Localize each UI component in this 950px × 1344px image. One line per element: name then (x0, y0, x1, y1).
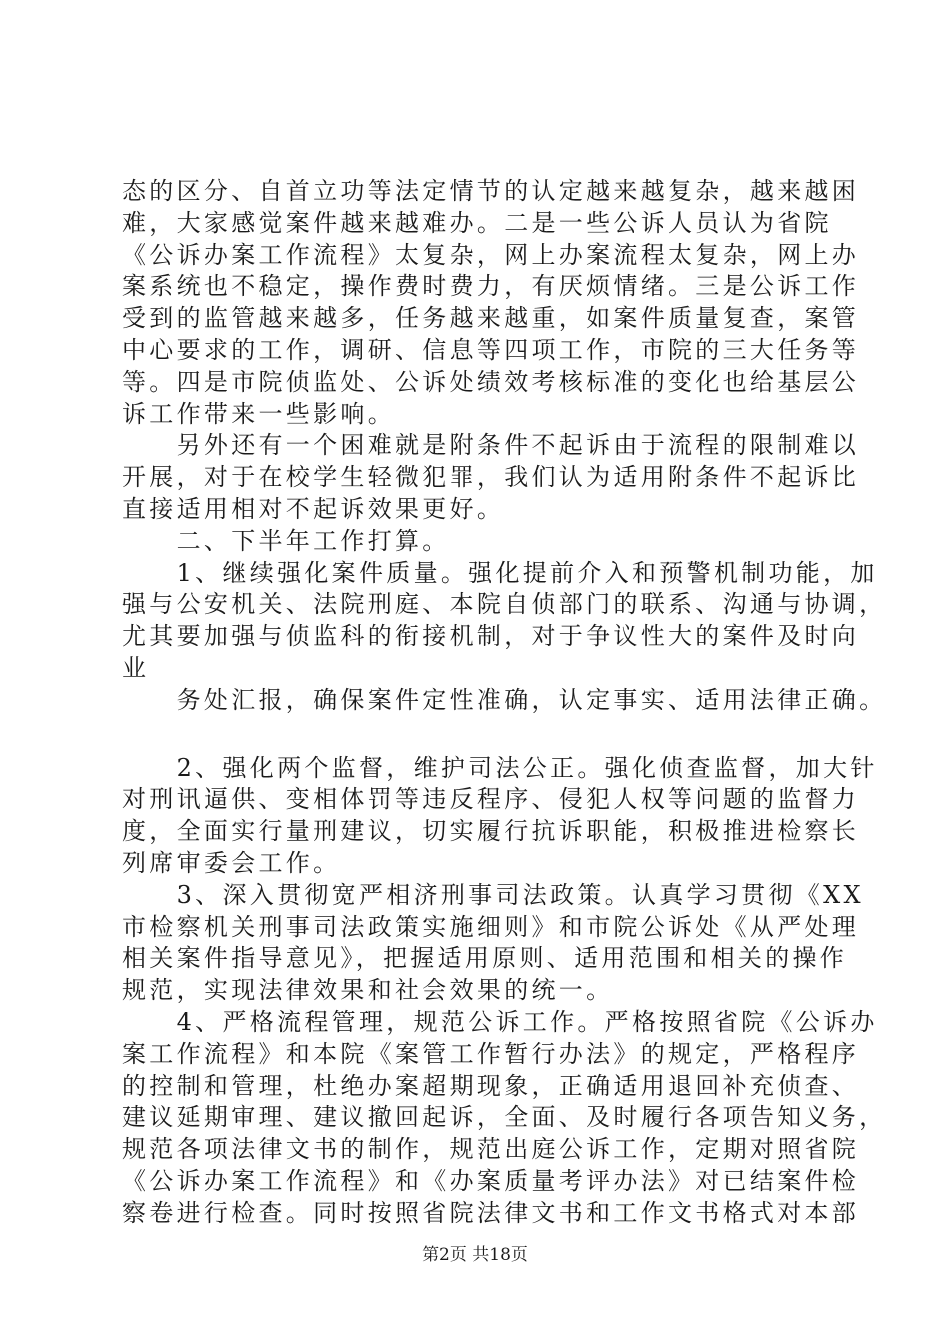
text-line: 难，大家感觉案件越来越难办。二是一些公诉人员认为省院 (122, 208, 832, 237)
text-line: 2、强化两个监督，维护司法公正。强化侦查监督，加大针 (122, 753, 878, 782)
text-line: 中心要求的工作，调研、信息等四项工作，市院的三大任务等 (122, 336, 860, 364)
text-line: 案工作流程》和本院《案管工作暂行办法》的规定，严格程序 (122, 1039, 860, 1068)
text-line: 3、深入贯彻宽严相济刑事司法政策。认真学习贯彻《XX (122, 880, 864, 909)
text-line: 开展，对于在校学生轻微犯罪，我们认为适用附条件不起诉比 (122, 463, 860, 492)
text-line: 直接适用相对不起诉效果更好。 (122, 495, 505, 523)
text-line: 强与公安机关、法院刑庭、本院自侦部门的联系、沟通与协调， (122, 590, 887, 619)
text-line: 另外还有一个困难就是附条件不起诉由于流程的限制难以 (122, 431, 860, 460)
text-line: 相关案件指导意见》，把握适用原则、适用范围和相关的操作 (122, 944, 848, 973)
text-line: 规范各项法律文书的制作，规范出庭公诉工作，定期对照省院 (122, 1135, 860, 1164)
text-line: 察卷进行检查。同时按照省院法律文书和工作文书格式对本部 (122, 1198, 860, 1227)
text-line: 1、继续强化案件质量。强化提前介入和预警机制功能，加 (122, 558, 878, 587)
text-line: 尤其要加强与侦监科的衔接机制，对于争议性大的案件及时向 (122, 622, 860, 651)
text-line: 4、严格流程管理，规范公诉工作。严格按照省院《公诉办 (122, 1008, 878, 1036)
text-line: 规范，实现法律效果和社会效果的统一。 (122, 976, 614, 1005)
text-line: 业 (122, 654, 150, 682)
text-line: 《公诉办案工作流程》和《办案质量考评办法》对已结案件检 (122, 1167, 860, 1195)
text-line: 受到的监管越来越多，任务越来越重，如案件质量复查，案管 (122, 304, 860, 333)
section-heading: 二、下半年工作打算。 (122, 526, 450, 555)
text-line: 列席审委会工作。 (122, 849, 341, 877)
text-line: 度，全面实行量刑建议，切实履行抗诉职能，积极推进检察长 (122, 817, 860, 846)
text-line: 务处汇报，确保案件定性准确，认定事实、适用法律正确。 (122, 685, 887, 714)
text-line: 诉工作带来一些影响。 (122, 399, 395, 428)
page-number-footer: 第2页 共18页 (422, 1245, 528, 1265)
text-line: 的控制和管理，杜绝办案超期现象，正确适用退回补充侦查、 (122, 1071, 860, 1100)
text-line: 等。四是市院侦监处、公诉处绩效考核标准的变化也给基层公 (122, 367, 860, 396)
text-line: 态的区分、自首立功等法定情节的认定越来越复杂，越来越困 (122, 177, 860, 205)
text-line: 对刑讯逼供、变相体罚等违反程序、侵犯人权等问题的监督力 (122, 785, 860, 814)
text-line: 《公诉办案工作流程》太复杂，网上办案流程太复杂，网上办 (122, 240, 860, 269)
text-line: 案系统也不稳定，操作费时费力，有厌烦情绪。三是公诉工作 (122, 272, 860, 301)
text-line: 建议延期审理、建议撤回起诉，全面、及时履行各项告知义务， (122, 1103, 887, 1132)
text-line: 市检察机关刑事司法政策实施细则》和市院公诉处《从严处理 (122, 912, 860, 941)
